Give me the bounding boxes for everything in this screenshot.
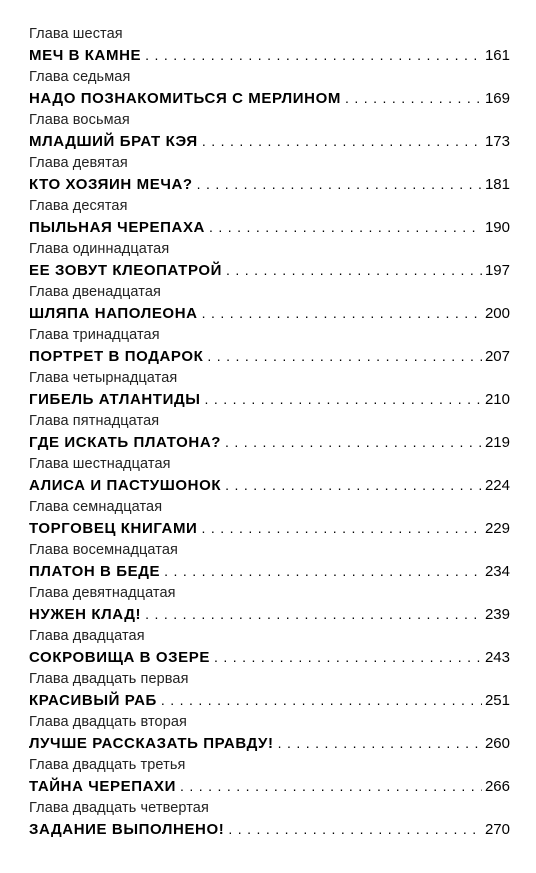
chapter-title: МЕЧ В КАМНЕ [29, 47, 142, 64]
page-number: 161 [484, 47, 510, 64]
toc-entry [29, 370, 510, 413]
page-number: 251 [484, 692, 510, 709]
toc-entry [29, 241, 510, 284]
dot-leader [202, 130, 482, 152]
page-number: 270 [484, 821, 510, 838]
chapter-title: АЛИСА И ПАСТУШОНОК [29, 477, 222, 494]
toc-entry [29, 155, 510, 198]
chapter-label: Глава девятнадцатая [29, 585, 176, 601]
page-number: 229 [484, 520, 510, 537]
chapter-title-line [29, 646, 510, 668]
chapter-title-line [29, 87, 510, 109]
toc-entry [29, 456, 510, 499]
toc-entry [29, 327, 510, 370]
dot-leader [278, 732, 482, 754]
toc-entry [29, 628, 510, 671]
chapter-title: ЗАДАНИЕ ВЫПОЛНЕНО! [29, 821, 225, 838]
chapter-title-line [29, 560, 510, 582]
toc-entry [29, 26, 510, 69]
page-number: 243 [484, 649, 510, 666]
dot-leader [225, 474, 482, 496]
page-number: 197 [484, 262, 510, 279]
dot-leader [209, 216, 482, 238]
chapter-title: ГИБЕЛЬ АТЛАНТИДЫ [29, 391, 201, 408]
chapter-label: Глава двадцатая [29, 628, 145, 644]
chapter-title: НАДО ПОЗНАКОМИТЬСЯ С МЕРЛИНОМ [29, 90, 341, 107]
page-number: 266 [484, 778, 510, 795]
chapter-label: Глава шестнадцатая [29, 456, 171, 472]
chapter-title: МЛАДШИЙ БРАТ КЭЯ [29, 133, 198, 150]
chapter-title-line [29, 474, 510, 496]
chapter-label: Глава пятнадцатая [29, 413, 160, 429]
dot-leader [225, 431, 482, 453]
chapter-title-line [29, 431, 510, 453]
page-number: 219 [484, 434, 510, 451]
toc-entry [29, 585, 510, 628]
chapter-label: Глава четырнадцатая [29, 370, 178, 386]
dot-leader [161, 689, 482, 711]
chapter-label: Глава шестая [29, 26, 123, 42]
chapter-title: НУЖЕН КЛАД! [29, 606, 142, 623]
chapter-title-line [29, 302, 510, 324]
page-number: 239 [484, 606, 510, 623]
page-number: 210 [484, 391, 510, 408]
chapter-label: Глава восемнадцатая [29, 542, 178, 558]
page-number: 181 [484, 176, 510, 193]
toc-entry [29, 499, 510, 542]
chapter-title-line [29, 775, 510, 797]
chapter-label: Глава десятая [29, 198, 128, 214]
chapter-title-line [29, 259, 510, 281]
table-of-contents [29, 26, 510, 843]
toc-entry [29, 714, 510, 757]
dot-leader [197, 173, 482, 195]
toc-entry [29, 284, 510, 327]
chapter-title-line [29, 732, 510, 754]
chapter-title: КРАСИВЫЙ РАБ [29, 692, 157, 709]
chapter-title: КТО ХОЗЯИН МЕЧА? [29, 176, 193, 193]
chapter-title: СОКРОВИЩА В ОЗЕРЕ [29, 649, 210, 666]
dot-leader [226, 259, 482, 281]
dot-leader [180, 775, 482, 797]
page-number: 224 [484, 477, 510, 494]
page-number: 169 [484, 90, 510, 107]
page-number: 200 [484, 305, 510, 322]
toc-entry [29, 413, 510, 456]
chapter-title: ТАЙНА ЧЕРЕПАХИ [29, 778, 177, 795]
dot-leader [207, 345, 482, 367]
chapter-label: Глава седьмая [29, 69, 131, 85]
chapter-label: Глава двадцать вторая [29, 714, 188, 730]
page-number: 190 [484, 219, 510, 236]
page-number: 173 [484, 133, 510, 150]
dot-leader [145, 44, 482, 66]
chapter-title: ТОРГОВЕЦ КНИГАМИ [29, 520, 198, 537]
chapter-title-line [29, 173, 510, 195]
chapter-title-line [29, 818, 510, 840]
chapter-title: ШЛЯПА НАПОЛЕОНА [29, 305, 198, 322]
chapter-title: ПЛАТОН В БЕДЕ [29, 563, 161, 580]
chapter-label: Глава тринадцатая [29, 327, 160, 343]
toc-entry [29, 671, 510, 714]
chapter-label: Глава девятая [29, 155, 128, 171]
chapter-title: ЛУЧШЕ РАССКАЗАТЬ ПРАВДУ! [29, 735, 274, 752]
chapter-title-line [29, 345, 510, 367]
chapter-title: ГДЕ ИСКАТЬ ПЛАТОНА? [29, 434, 222, 451]
toc-entry [29, 198, 510, 241]
chapter-label: Глава двадцать первая [29, 671, 189, 687]
chapter-title-line [29, 689, 510, 711]
chapter-title-line [29, 130, 510, 152]
chapter-title-line [29, 44, 510, 66]
chapter-label: Глава одиннадцатая [29, 241, 170, 257]
chapter-label: Глава двадцать третья [29, 757, 186, 773]
dot-leader [202, 302, 482, 324]
chapter-title: ПОРТРЕТ В ПОДАРОК [29, 348, 204, 365]
page-number: 234 [484, 563, 510, 580]
chapter-title-line [29, 388, 510, 410]
chapter-title: ЕЕ ЗОВУТ КЛЕОПАТРОЙ [29, 262, 223, 279]
toc-entry [29, 542, 510, 585]
page-number: 260 [484, 735, 510, 752]
toc-entry [29, 69, 510, 112]
toc-entry [29, 112, 510, 155]
chapter-label: Глава восьмая [29, 112, 130, 128]
toc-entry [29, 800, 510, 843]
dot-leader [201, 517, 482, 539]
dot-leader [205, 388, 482, 410]
page-number: 207 [484, 348, 510, 365]
chapter-label: Глава семнадцатая [29, 499, 163, 515]
chapter-label: Глава двенадцатая [29, 284, 161, 300]
toc-entry [29, 757, 510, 800]
chapter-title-line [29, 603, 510, 625]
chapter-label: Глава двадцать четвертая [29, 800, 209, 816]
chapter-title-line [29, 517, 510, 539]
dot-leader [214, 646, 482, 668]
dot-leader [145, 603, 482, 625]
chapter-title: ПЫЛЬНАЯ ЧЕРЕПАХА [29, 219, 205, 236]
dot-leader [164, 560, 482, 582]
dot-leader [228, 818, 482, 840]
dot-leader [345, 87, 482, 109]
chapter-title-line [29, 216, 510, 238]
